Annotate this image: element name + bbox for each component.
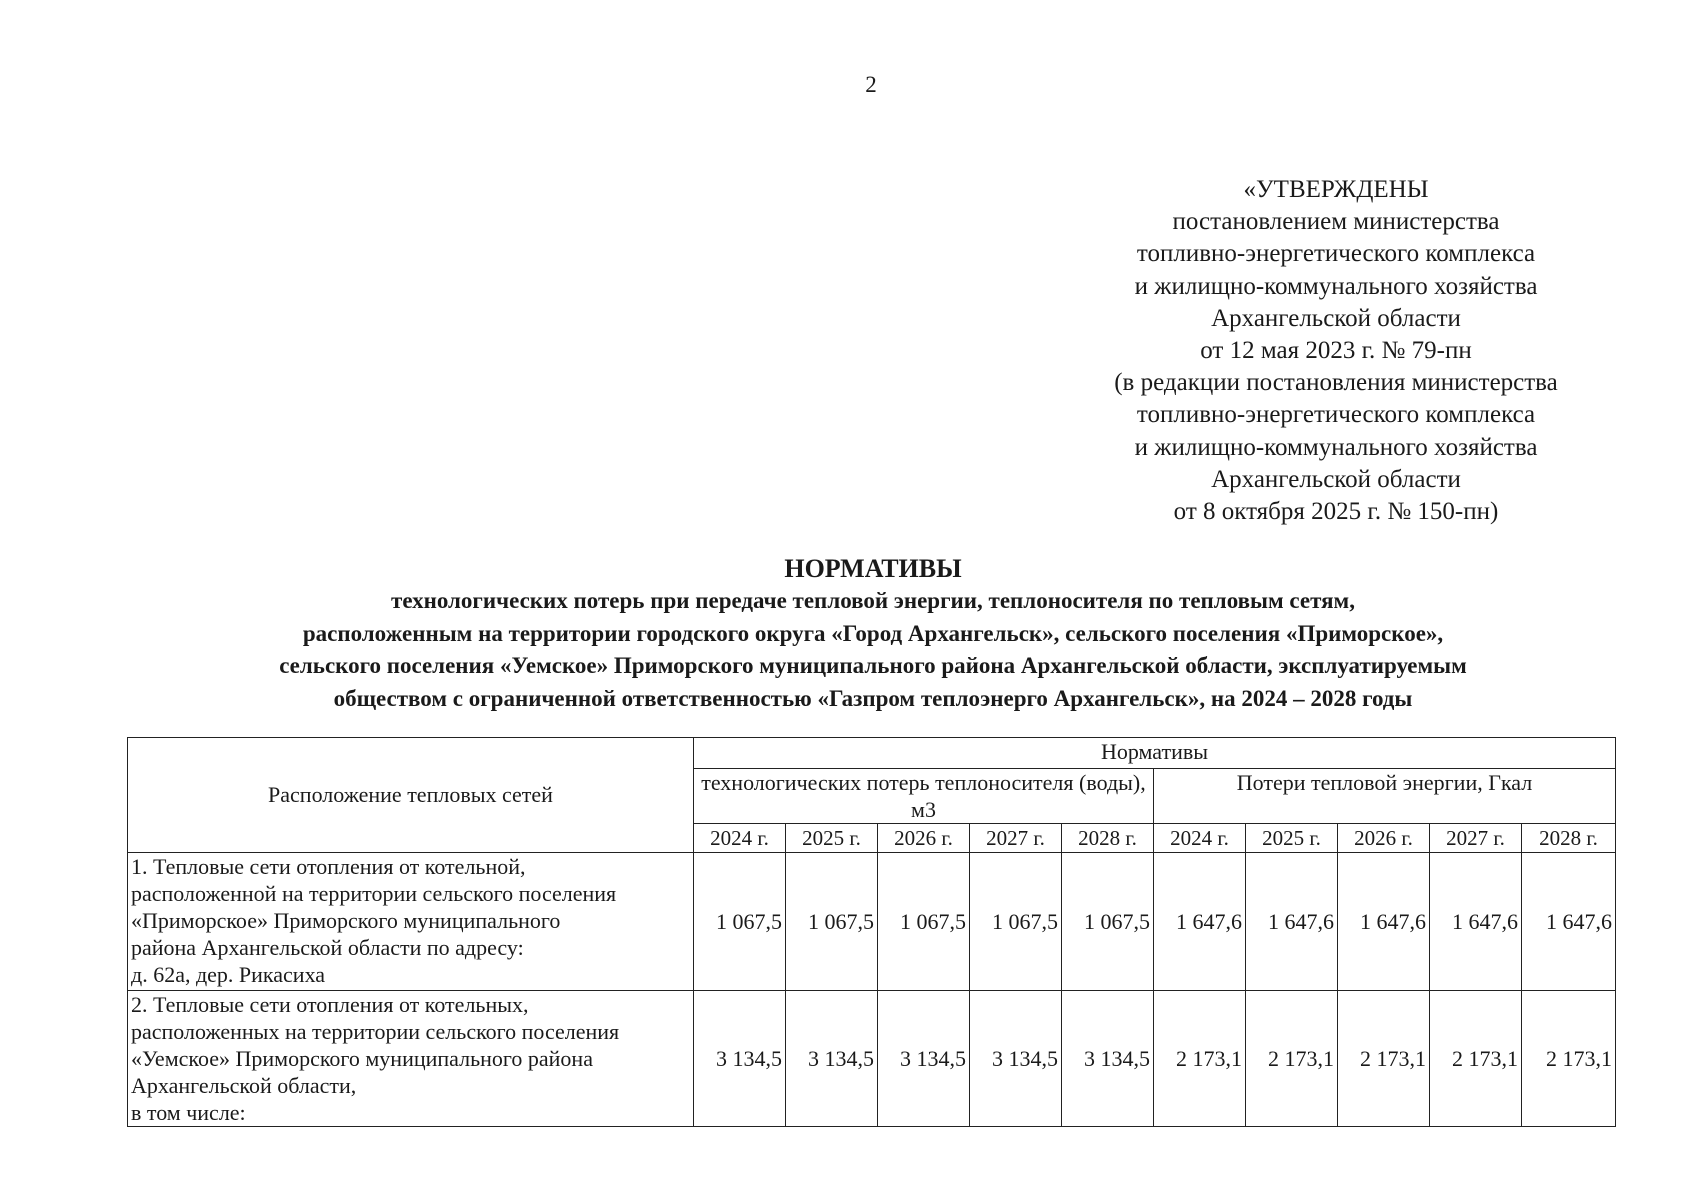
row-description-line: расположенной на территории сельского поселения bbox=[131, 881, 617, 906]
approval-line: топливно-энергетического комплекса bbox=[1136, 240, 1536, 268]
header-norms: Нормативы bbox=[694, 738, 1616, 769]
approval-line: топливно-энергетического комплекса bbox=[1136, 401, 1536, 429]
title-main: НОРМАТИВЫ bbox=[784, 554, 962, 583]
header-year: 2025 г. bbox=[1246, 824, 1338, 853]
row-value: 1 647,6 bbox=[1338, 853, 1430, 991]
title-line: технологических потерь при передаче тепловой энергии, теплоносителя по тепловым сетям, bbox=[391, 588, 1355, 613]
header-year: 2025 г. bbox=[786, 824, 878, 853]
row-value: 3 134,5 bbox=[786, 991, 878, 1127]
row-value: 1 647,6 bbox=[1430, 853, 1522, 991]
title-line: расположенным на территории городского округа «Город Архангельск», сельского поселения «Приморское», bbox=[302, 620, 1444, 646]
header-heat-losses: Потери тепловой энергии, Гкал bbox=[1154, 769, 1616, 824]
approval-line: (в редакции постановления министерства bbox=[1114, 369, 1558, 397]
approval-line: от 12 мая 2023 г. № 79-пн bbox=[1200, 337, 1472, 365]
row-value: 3 134,5 bbox=[1062, 991, 1154, 1127]
row-description bbox=[128, 853, 694, 991]
row-value: 2 173,1 bbox=[1246, 991, 1338, 1127]
header-coolant-losses: технологических потерь теплоносителя (воды), м3 bbox=[694, 769, 1154, 824]
header-year: 2024 г. bbox=[1154, 824, 1246, 853]
header-year: 2026 г. bbox=[1338, 824, 1430, 853]
row-value: 3 134,5 bbox=[970, 991, 1062, 1127]
row-value: 1 647,6 bbox=[1154, 853, 1246, 991]
header-year: 2027 г. bbox=[1430, 824, 1522, 853]
page-number: 2 bbox=[865, 72, 877, 97]
table-row bbox=[128, 991, 1616, 1127]
row-description-line: 1. Тепловые сети отопления от котельной, bbox=[131, 854, 526, 879]
row-description bbox=[128, 991, 694, 1127]
approval-stamp-block bbox=[1060, 174, 1612, 528]
row-value: 1 067,5 bbox=[1062, 853, 1154, 991]
row-description-line: расположенных на территории сельского поселения bbox=[131, 1019, 620, 1044]
title-line: сельского поселения «Уемское» Приморского муниципального района Архангельской области, эксплуатируемым bbox=[279, 653, 1467, 678]
row-description-line: 2. Тепловые сети отопления от котельных, bbox=[131, 992, 529, 1017]
header-year: 2028 г. bbox=[1522, 824, 1616, 853]
row-description-line: д. 62а, дер. Рикасиха bbox=[131, 962, 326, 987]
header-year: 2024 г. bbox=[694, 824, 786, 853]
header-location: Расположение тепловых сетей bbox=[128, 738, 694, 853]
document-title bbox=[120, 553, 1626, 715]
title-line: обществом с ограниченной ответственностью «Газпром теплоэнерго Архангельск», на 2024 – 2028 годы bbox=[333, 685, 1413, 711]
table-row bbox=[128, 853, 1616, 991]
row-value: 2 173,1 bbox=[1430, 991, 1522, 1127]
approval-line: от 8 октября 2025 г. № 150-пн) bbox=[1173, 498, 1499, 526]
row-value: 1 067,5 bbox=[694, 853, 786, 991]
row-description-line: «Приморское» Приморского муниципального bbox=[131, 908, 561, 933]
row-description-line: района Архангельской области по адресу: bbox=[131, 935, 524, 960]
row-value: 1 067,5 bbox=[786, 853, 878, 991]
row-value: 1 647,6 bbox=[1522, 853, 1616, 991]
row-value: 1 067,5 bbox=[970, 853, 1062, 991]
row-value: 1 067,5 bbox=[878, 853, 970, 991]
header-year: 2027 г. bbox=[970, 824, 1062, 853]
row-value: 2 173,1 bbox=[1522, 991, 1616, 1127]
row-value: 3 134,5 bbox=[878, 991, 970, 1127]
row-value: 2 173,1 bbox=[1338, 991, 1430, 1127]
row-description-line: в том числе: bbox=[131, 1100, 246, 1125]
row-description-line: Архангельской области, bbox=[131, 1073, 357, 1098]
row-value: 3 134,5 bbox=[694, 991, 786, 1127]
approval-line: «УТВЕРЖДЕНЫ bbox=[1243, 176, 1429, 203]
approval-line: постановлением министерства bbox=[1172, 208, 1500, 236]
approval-line: и жилищно-коммунального хозяйства bbox=[1134, 272, 1538, 300]
header-year: 2026 г. bbox=[878, 824, 970, 853]
row-value: 1 647,6 bbox=[1246, 853, 1338, 991]
norms-table bbox=[127, 737, 1616, 1127]
approval-line: Архангельской области bbox=[1211, 304, 1461, 332]
row-value: 2 173,1 bbox=[1154, 991, 1246, 1127]
approval-line: и жилищно-коммунального хозяйства bbox=[1134, 433, 1538, 461]
row-description-line: «Уемское» Приморского муниципального района bbox=[131, 1046, 593, 1071]
header-year: 2028 г. bbox=[1062, 824, 1154, 853]
approval-line: Архангельской области bbox=[1211, 465, 1461, 493]
